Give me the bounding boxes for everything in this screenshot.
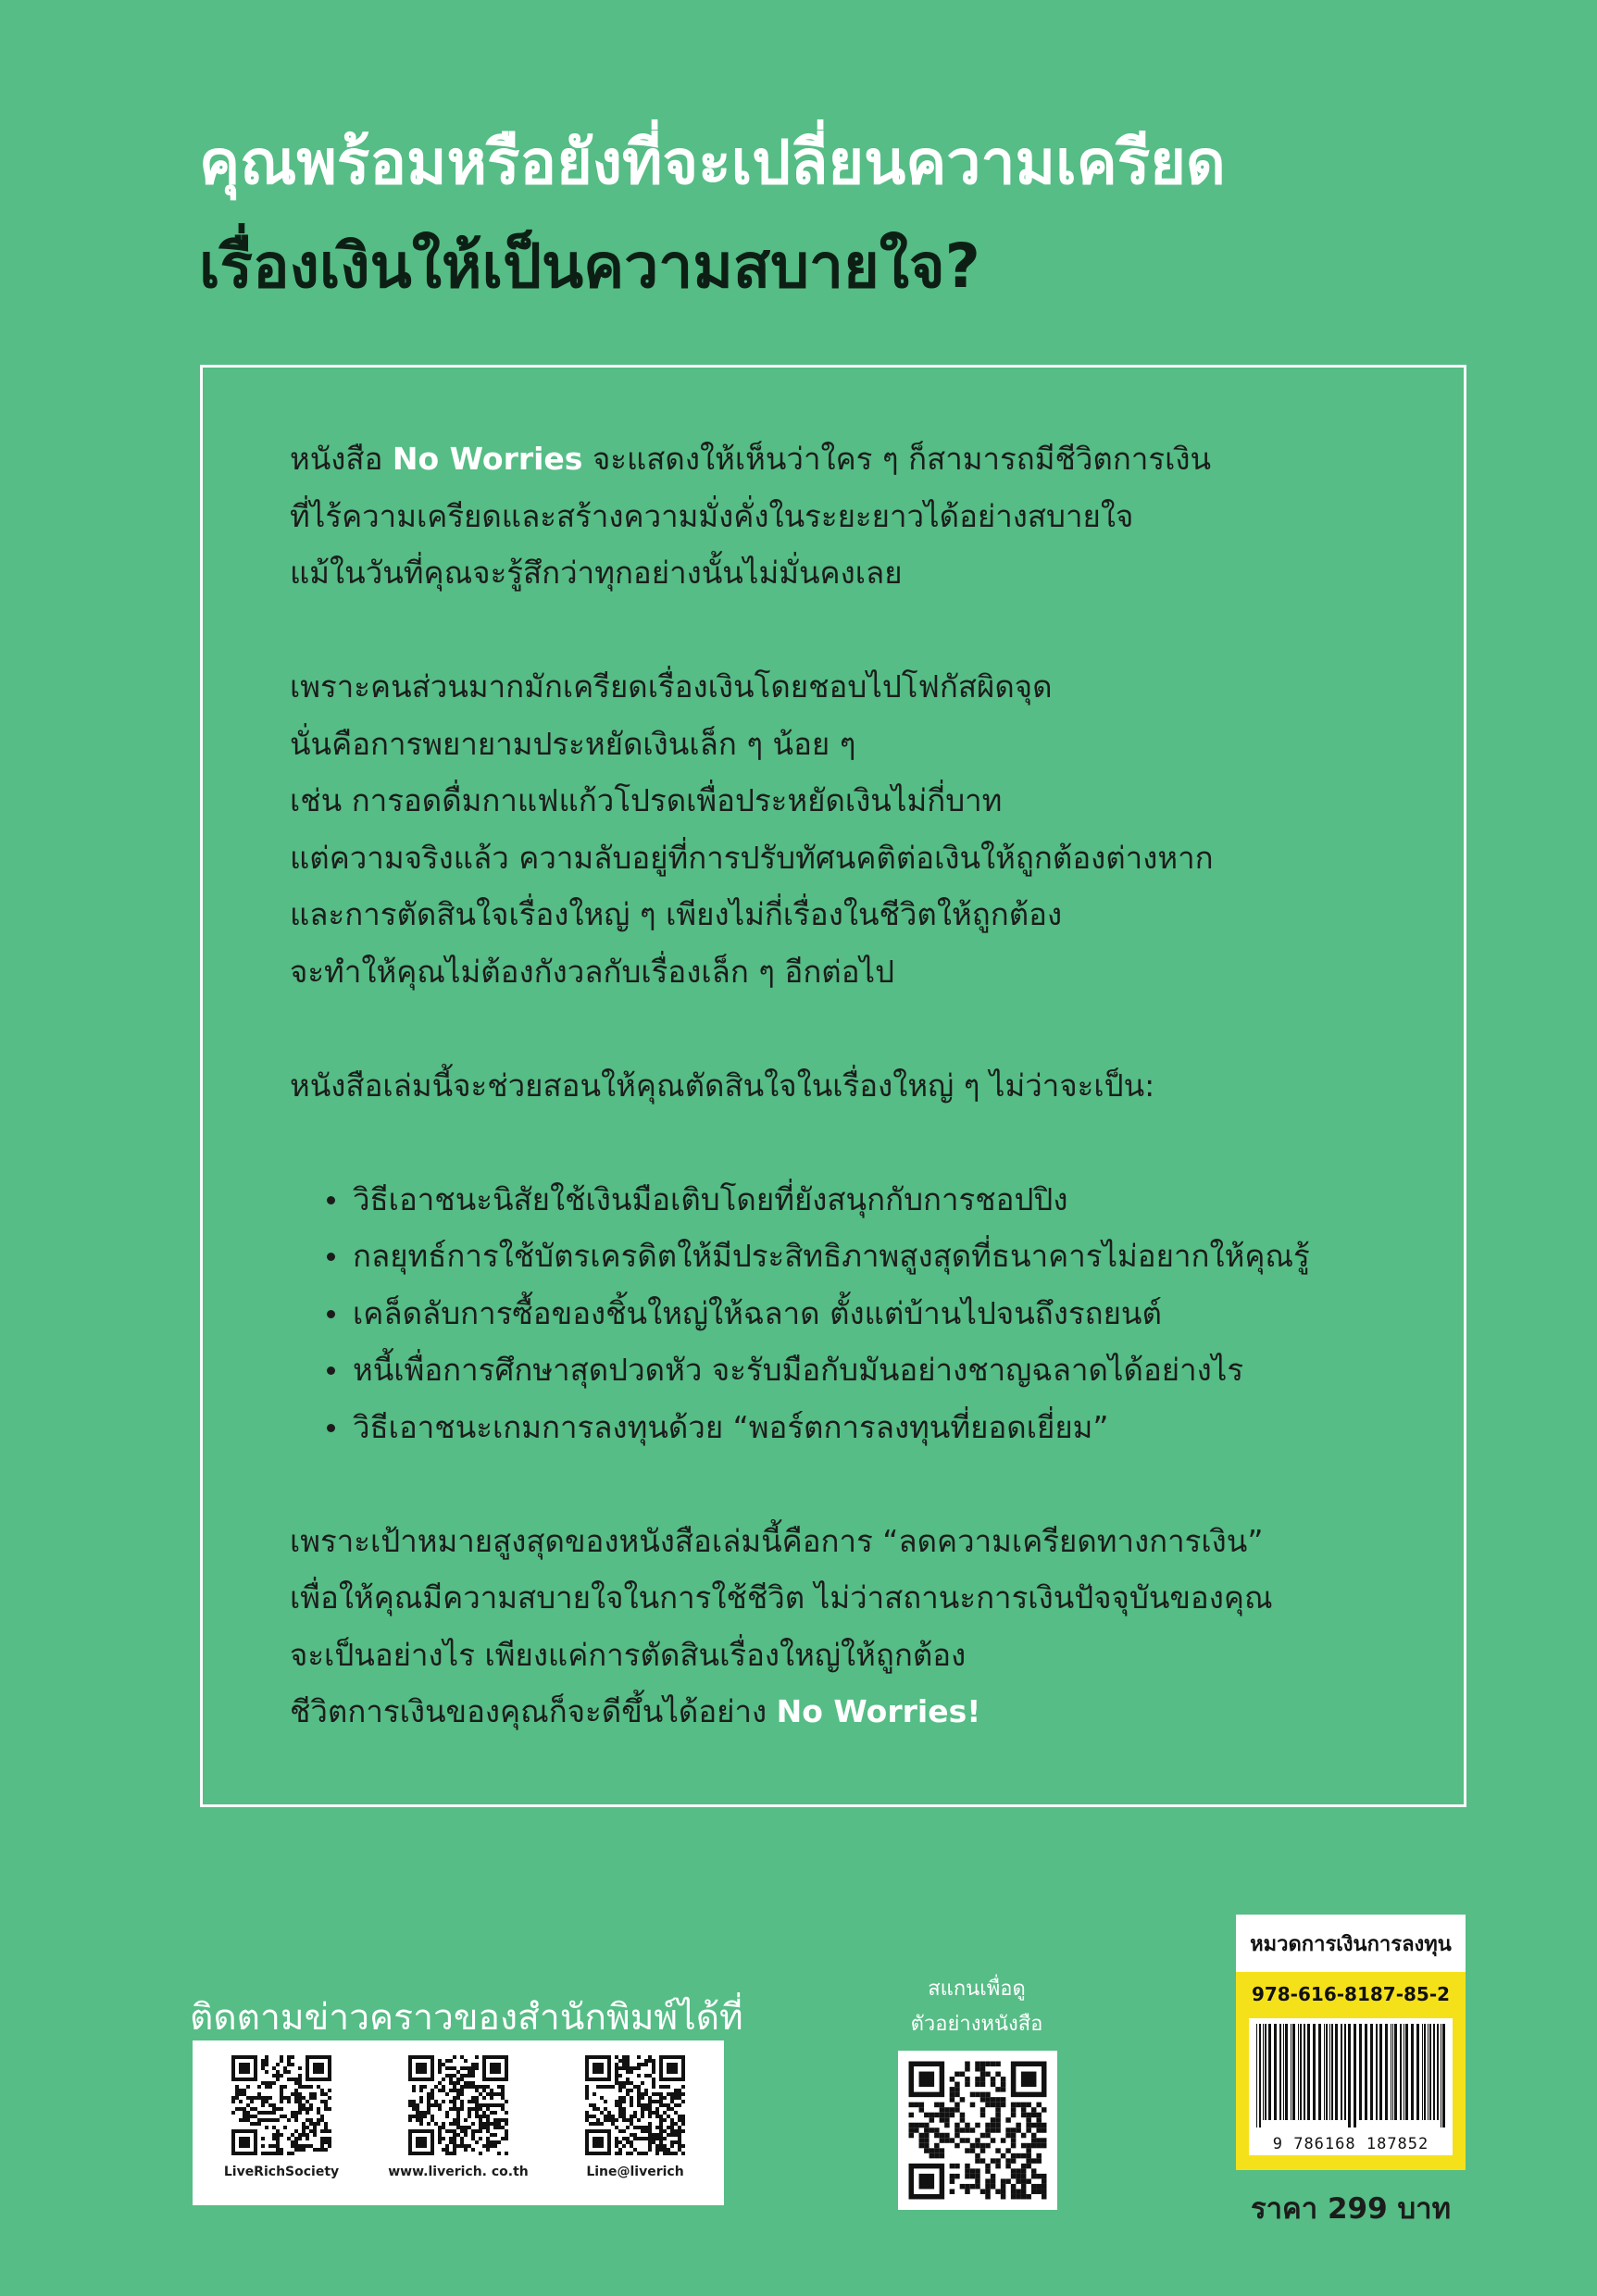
list-item: กลยุทธ์การใช้บัตรเครดิตให้มีประสิทธิภาพสูงสุดที่ธนาคารไม่อยากให้คุณรู้ [327, 1228, 1429, 1285]
reason-line: นั่นคือการพยายามประหยัดเงินเล็ก ๆ น้อย ๆ [290, 725, 856, 762]
intro-line-2: ที่ไร้ความเครียดและสร้างความมั่งคั่งในระยะยาวได้อย่างสบายใจ [290, 497, 1134, 534]
isbn-block [1236, 1972, 1466, 2170]
closing-line-4 [290, 1683, 1429, 1741]
website-qr-caption: www.liverich. co.th [388, 2165, 529, 2179]
intro-line-1-rest: จะแสดงให้เห็นว่าใคร ๆ ก็สามารถมีชีวิตการเงิน [592, 441, 1212, 477]
headline [199, 111, 1514, 318]
intro-line-3: แม้ในวันที่คุณจะรู้สึกว่าทุกอย่างนั้นไม่มั่นคงเลย [290, 555, 903, 591]
reason-line: เช่น การอดดื่มกาแฟแก้วโปรดเพื่อประหยัดเงินไม่กี่บาท [290, 782, 1003, 818]
headline-line-2: เรื่องเงินให้เป็นความสบายใจ? [199, 231, 980, 302]
sample-qr-icon [904, 2056, 1052, 2204]
list-item: เคล็ดลับการซื้อของชิ้นใหญ่ให้ฉลาด ตั้งแต่บ้านไปจนถึงรถยนต์ [327, 1285, 1429, 1342]
list-item: วิธีเอาชนะเกมการลงทุนด้วย “พอร์ตการลงทุนที่ยอดเยี่ยม” [327, 1399, 1429, 1456]
reason-line: และการตัดสินใจเรื่องใหญ่ ๆ เพียงไม่กี่เรื่องในชีวิตให้ถูกต้อง [290, 896, 1063, 932]
scan-label [889, 1972, 1065, 2042]
sample-qr[interactable] [898, 2051, 1057, 2210]
scan-label-line-2: ตัวอย่างหนังสือ [910, 2013, 1043, 2036]
headline-line-1: คุณพร้อมหรือยังที่จะเปลี่ยนความเครียด [199, 127, 1226, 198]
category-label: หมวดการเงินการลงทุน [1236, 1915, 1466, 1972]
facebook-qr-icon [228, 2052, 335, 2159]
list-intro [290, 1057, 1429, 1115]
line-qr-caption: Line@liverich [586, 2165, 684, 2179]
website-qr[interactable] [375, 2052, 542, 2179]
reason-paragraph [290, 658, 1429, 1000]
scan-label-line-1: สแกนเพื่อดู [928, 1978, 1026, 2001]
price-label: ราคา 299 บาท [1250, 2192, 1452, 2226]
list-intro-text: หนังสือเล่มนี้จะช่วยสอนให้คุณตัดสินใจในเรื่องใหญ่ ๆ ไม่ว่าจะเป็น: [290, 1067, 1155, 1104]
closing-line: เพราะเป้าหมายสูงสุดของหนังสือเล่มนี้คือการ “ลดความเครียดทางการเงิน” [290, 1522, 1264, 1559]
website-qr-icon [405, 2052, 512, 2159]
reason-line: แต่ความจริงแล้ว ความลับอยู่ที่การปรับทัศนคติต่อเงินให้ถูกต้องต่างหาก [290, 839, 1214, 876]
list-item: วิธีเอาชนะนิสัยใช้เงินมือเติบโดยที่ยังสนุกกับการชอปปิง [327, 1171, 1429, 1229]
facebook-qr-caption: LiveRichSociety [223, 2165, 340, 2179]
facebook-qr[interactable] [198, 2052, 365, 2179]
social-qr-panel [193, 2040, 724, 2205]
topic-list [290, 1171, 1429, 1456]
description-body [290, 430, 1429, 1741]
intro-paragraph [290, 430, 1429, 602]
barcode-icon [1249, 2018, 1453, 2129]
follow-label: ติดตามข่าวคราวของสำนักพิมพ์ได้ที่ [190, 1997, 743, 2039]
barcode-digits: 9 786168 187852 [1272, 2135, 1429, 2153]
reason-line: เพราะคนส่วนมากมักเครียดเรื่องเงินโดยชอบไปโฟกัสผิดจุด [290, 668, 1053, 705]
brand-highlight: No Worries [392, 441, 583, 477]
brand-highlight-closing: No Worries! [776, 1693, 981, 1729]
list-item: หนี้เพื่อการศึกษาสุดปวดหัว จะรับมือกับมันอย่างชาญฉลาดได้อย่างไร [327, 1341, 1429, 1399]
closing-line: เพื่อให้คุณมีความสบายใจในการใช้ชีวิต ไม่ว่าสถานะการเงินปัจจุบันของคุณ [290, 1579, 1273, 1616]
line-qr[interactable] [552, 2052, 718, 2179]
reason-line: จะทำให้คุณไม่ต้องกังวลกับเรื่องเล็ก ๆ อีกต่อไป [290, 953, 895, 990]
intro-line-1 [290, 430, 1429, 488]
line-qr-icon [581, 2052, 689, 2159]
closing-line: จะเป็นอย่างไร เพียงแค่การตัดสินเรื่องใหญ่ให้ถูกต้อง [290, 1636, 967, 1673]
barcode [1249, 2018, 1453, 2155]
closing-prefix: ชีวิตการเงินของคุณก็จะดีขึ้นได้อย่าง [290, 1693, 767, 1729]
closing-paragraph [290, 1513, 1429, 1741]
intro-prefix: หนังสือ [290, 441, 383, 477]
isbn-number: 978-616-8187-85-2 [1251, 1983, 1451, 2005]
